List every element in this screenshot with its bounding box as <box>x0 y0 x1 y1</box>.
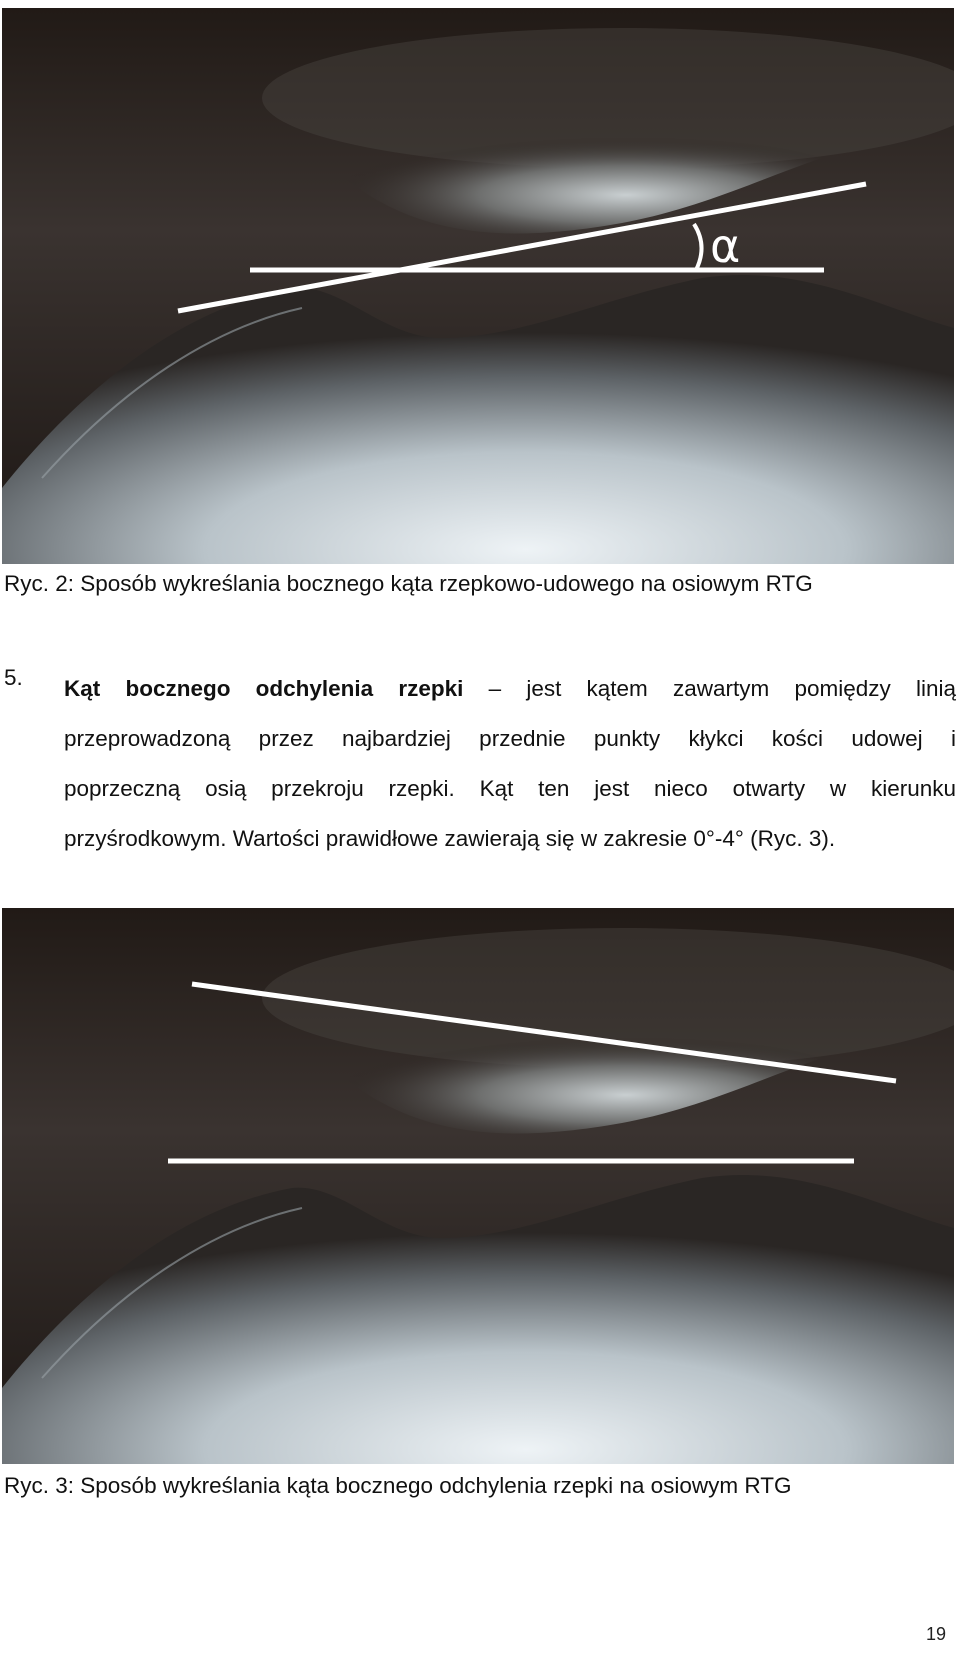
paragraph-line-1 <box>64 664 956 714</box>
xray-image <box>2 8 954 564</box>
paragraph-line-3: poprzeczną osią przekroju rzepki. Kąt ten jest nieco otwarty w kierunku <box>64 776 956 801</box>
figure-caption-ryc-2: Ryc. 2: Sposób wykreślania bocznego kąta rzepkowo-udowego na osiowym RTG <box>4 571 813 596</box>
paragraph-line-2: przeprowadzoną przez najbardziej przednie punkty kłykci kości udowej i <box>64 726 956 751</box>
paragraph-line-1-rest: – jest kątem zawartym pomiędzy linią <box>488 676 956 701</box>
paragraph-line-4: przyśrodkowym. Wartości prawidłowe zawierają się w zakresie 0°-4° (Ryc. 3). <box>64 826 836 851</box>
list-number: 5. <box>4 665 23 690</box>
angle-alpha-label: α <box>710 219 741 273</box>
page-number: 19 <box>925 1624 946 1644</box>
xray-figure-patellofemoral-angle <box>2 8 954 564</box>
xray-image <box>2 908 954 1464</box>
term-bold: Kąt bocznego odchylenia rzepki <box>64 676 464 701</box>
paragraph-body <box>64 664 956 864</box>
xray-figure-patellar-tilt <box>2 908 954 1464</box>
figure-caption-ryc-3: Ryc. 3: Sposób wykreślania kąta bocznego odchylenia rzepki na osiowym RTG <box>4 1473 792 1498</box>
